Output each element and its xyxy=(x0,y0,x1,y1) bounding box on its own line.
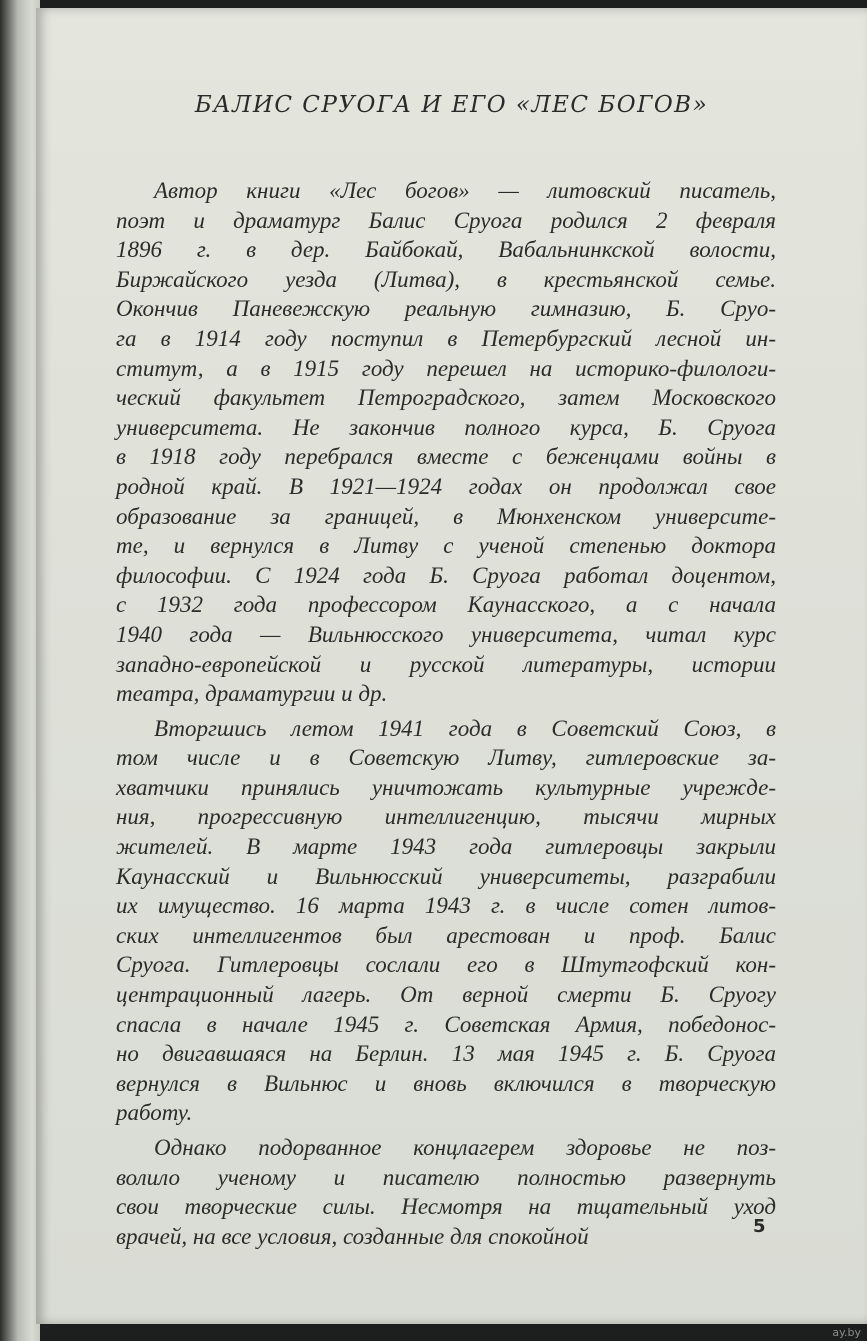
chapter-title: БАЛИС СРУОГА И ЕГО «ЛЕС БОГОВ» xyxy=(194,92,709,118)
book-page xyxy=(36,8,867,1324)
text-line: том числе и в Советскую Литву, гитлеровские за- xyxy=(116,745,776,771)
text-line: работу. xyxy=(116,1100,193,1126)
text-line: Вторгшись летом 1941 года в Советский Союз, в xyxy=(154,715,776,741)
text-line: врачей, на все условия, созданные для спокойной xyxy=(116,1223,589,1249)
text-line: их имущество. 16 марта 1943 г. в числе сотен литов- xyxy=(116,893,776,919)
text-line: волило ученому и писателю полностью развернуть xyxy=(116,1164,776,1190)
text-line: поэт и драматург Балис Сруога родился 2 февраля xyxy=(116,207,776,233)
facing-page-edge xyxy=(0,0,40,1341)
paragraph xyxy=(116,1133,776,1251)
text-line: Автор книги «Лес богов» — литовский писатель, xyxy=(154,178,776,203)
text-line: Биржайского уезда (Литва), в крестьянской семье. xyxy=(116,266,776,292)
text-line: 1896 г. в дер. Байбокай, Вабальнинкской волости, xyxy=(116,237,776,263)
paragraph xyxy=(116,176,776,709)
paragraph xyxy=(116,714,776,1128)
text-line: театра, драматургии и др. xyxy=(116,681,388,707)
text-line: ния, прогрессивную интеллигенцию, тысячи мирных xyxy=(116,804,776,830)
text-line: с 1932 года профессором Каунасского, а с начала xyxy=(116,592,776,618)
text-line: Однако подорванное концлагерем здоровье не поз- xyxy=(154,1135,776,1160)
text-line: философии. С 1924 года Б. Сруога работал доцентом, xyxy=(116,562,776,588)
text-line: ческий факультет Петроградского, затем Московского xyxy=(116,385,776,411)
text-line: те, и вернулся в Литву с ученой степенью доктора xyxy=(116,533,776,559)
text-line: вернулся в Вильнюс и вновь включился в творческую xyxy=(116,1070,776,1096)
watermark: ay.by xyxy=(832,1326,861,1339)
text-line: 1940 года — Вильнюсского университета, читал курс xyxy=(116,621,776,647)
chapter-body xyxy=(116,176,776,1251)
text-line: центрационный лагерь. От верной смерти Б. Сруогу xyxy=(116,982,776,1008)
text-line: га в 1914 году поступил в Петербургский лесной ин- xyxy=(116,325,776,351)
text-line: жителей. В марте 1943 года гитлеровцы закрыли xyxy=(116,834,776,860)
text-line: свои творческие силы. Несмотря на тщательный уход xyxy=(116,1194,776,1220)
text-line: западно-европейской и русской литературы, истории xyxy=(116,651,776,677)
text-line: университета. Не закончив полного курса, Б. Сруога xyxy=(116,414,776,440)
text-line: Окончив Паневежскую реальную гимназию, Б. Сруо- xyxy=(116,296,776,322)
text-line: образование за границей, в Мюнхенском университе- xyxy=(116,503,776,529)
text-line: хватчики принялись уничтожать культурные учрежде- xyxy=(116,774,776,800)
text-line: в 1918 году перебрался вместе с беженцами войны в xyxy=(116,444,776,470)
text-line: родной край. В 1921—1924 годах он продолжал свое xyxy=(116,473,776,499)
text-line: Каунасский и Вильнюсский университеты, разграбили xyxy=(116,863,776,889)
text-line: но двигавшаяся на Берлин. 13 мая 1945 г. Б. Сруога xyxy=(116,1041,776,1067)
page-number: 5 xyxy=(753,1216,766,1237)
text-line: ститут, а в 1915 году перешел на историко-филологи- xyxy=(116,355,776,381)
text-line: Сруога. Гитлеровцы сослали его в Штутгофский кон- xyxy=(116,952,776,978)
text-line: ских интеллигентов был арестован и проф. Балис xyxy=(116,922,776,948)
text-line: спасла в начале 1945 г. Советская Армия, победонос- xyxy=(116,1011,776,1037)
